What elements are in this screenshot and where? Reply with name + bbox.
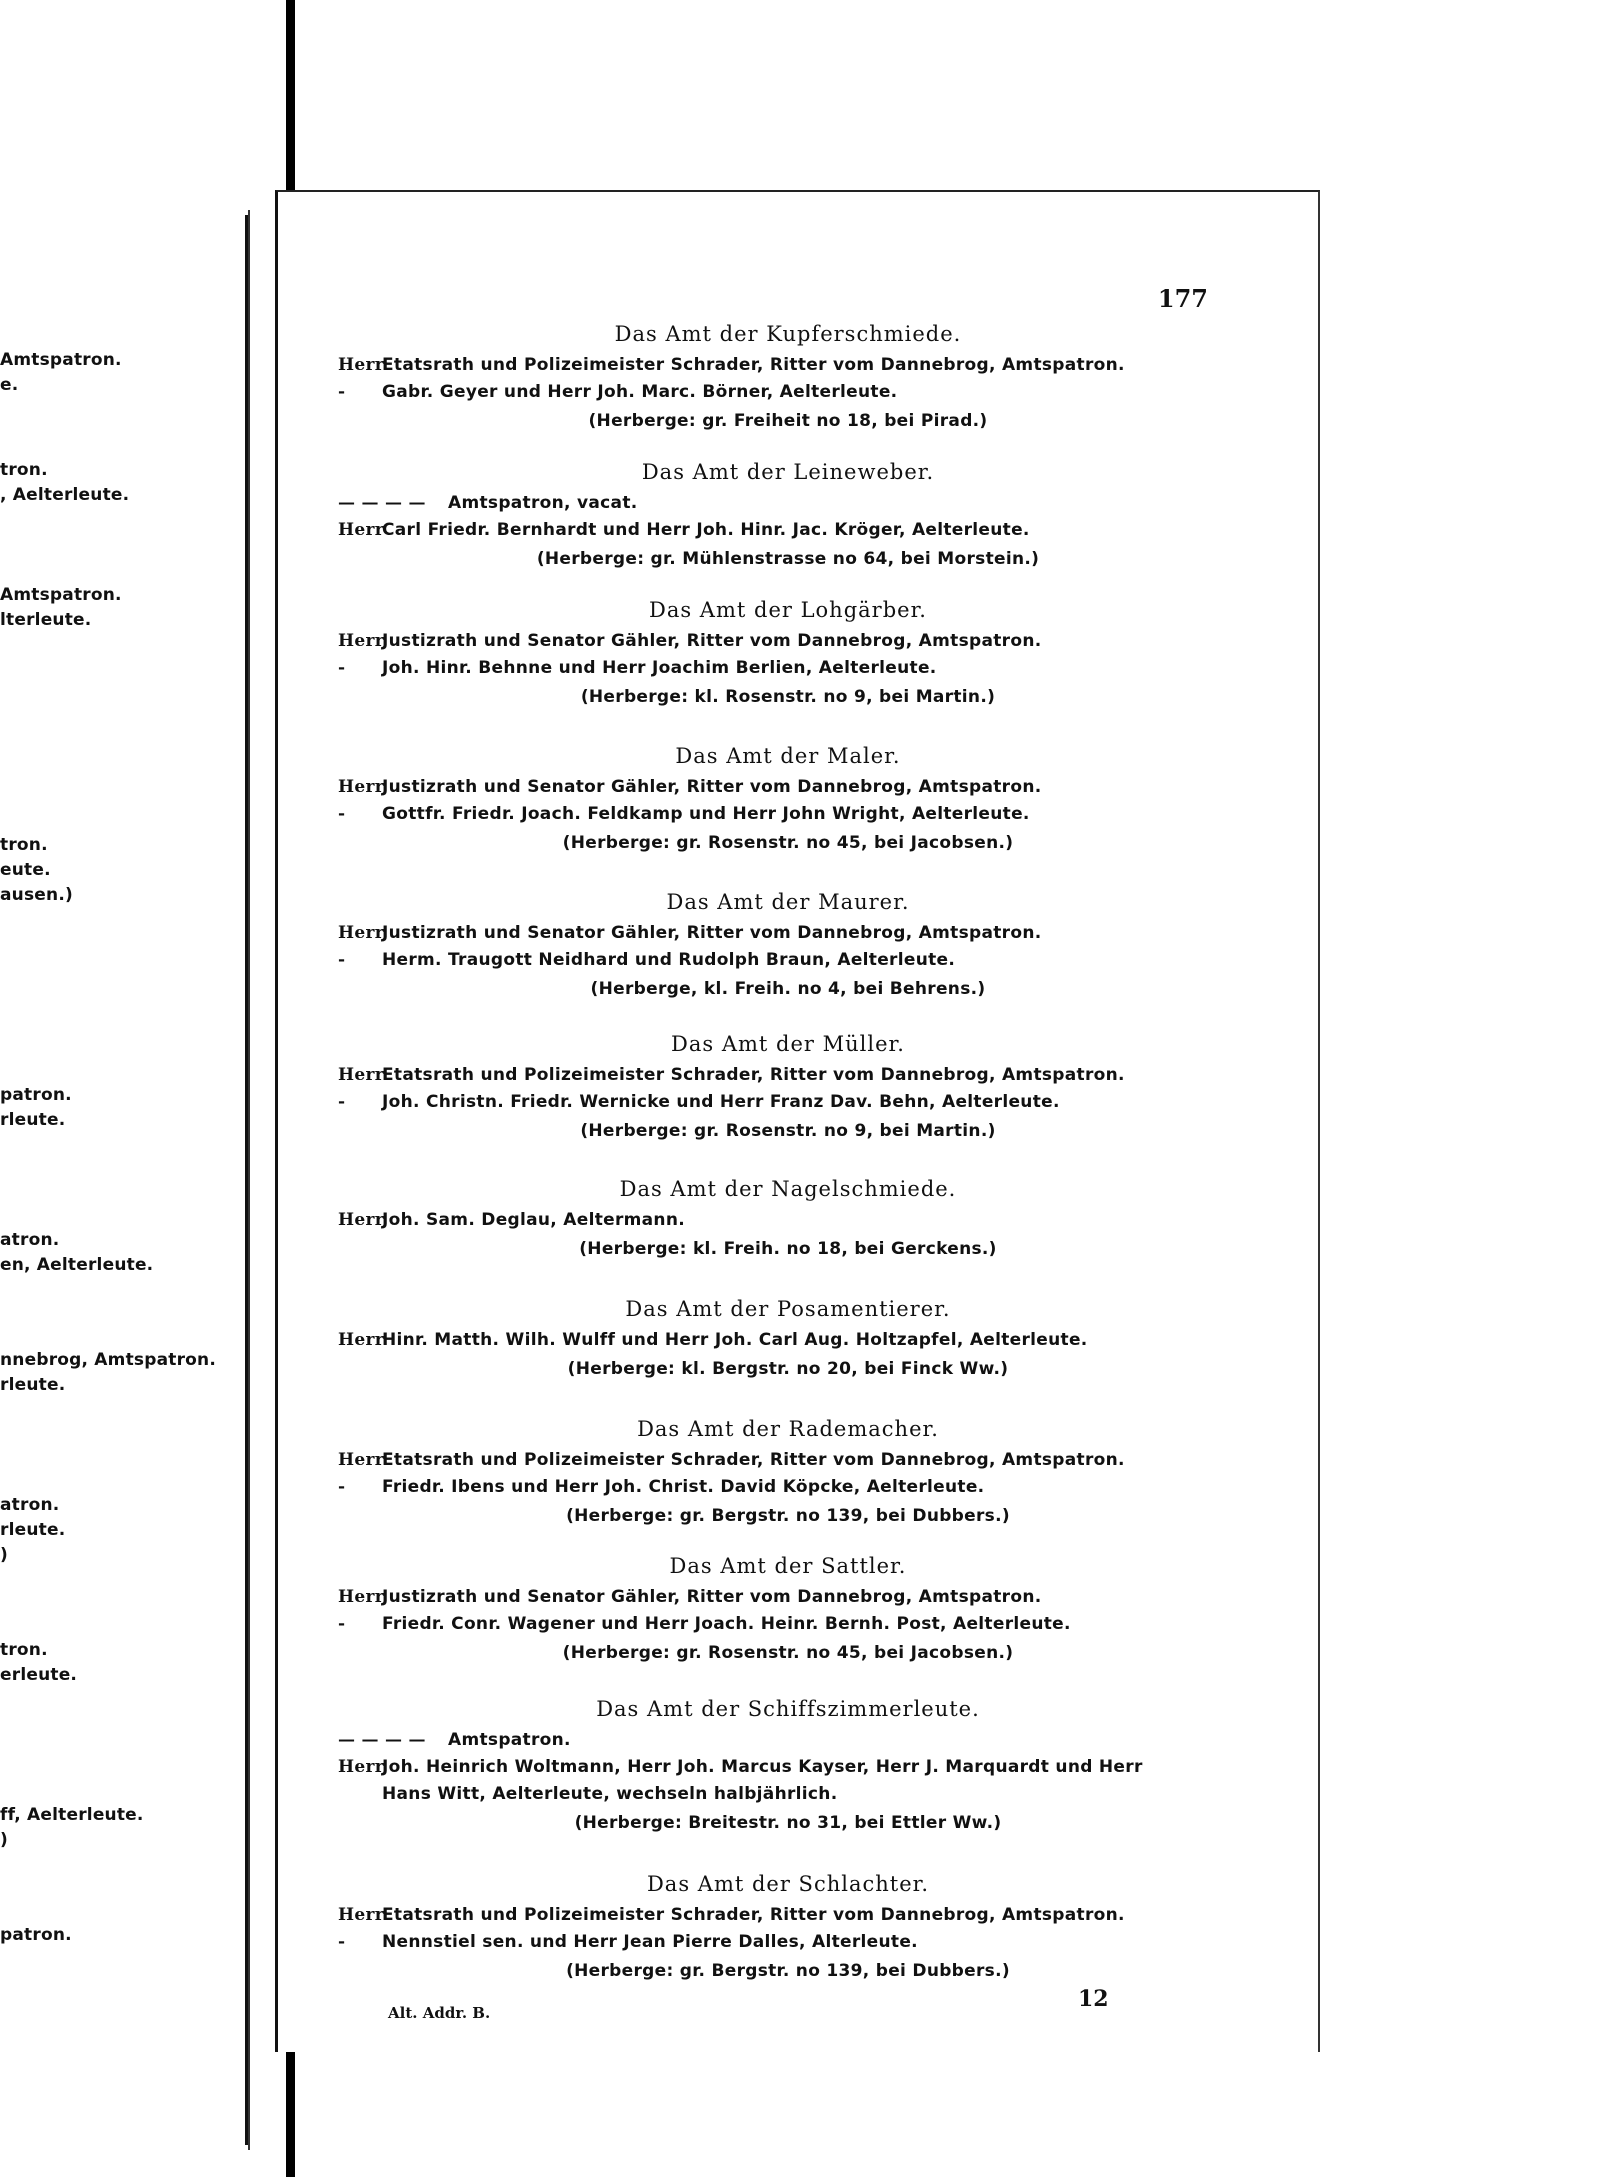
section-title: Das Amt der Müller. [671,1032,905,1056]
entry-line: HerrCarl Friedr. Bernhardt und Herr Joh. Hinr. Jac. Kröger, Aelterleute. [338,520,1030,540]
left-fragment: patron. [0,1925,72,1945]
entry-line: HerrEtatsrath und Polizeimeister Schrader, Ritter vom Dannebrog, Amtspatron. [338,1905,1125,1925]
entry-line: HerrJustizrath und Senator Gähler, Ritter vom Dannebrog, Amtspatron. [338,923,1042,943]
section-title: Das Amt der Kupferschmiede. [614,322,962,346]
left-fragment: nnebrog, Amtspatron. [0,1350,217,1370]
left-fragment: ausen.) [0,885,73,905]
entry-line: HerrJustizrath und Senator Gähler, Ritter vom Dannebrog, Amtspatron. [338,1587,1042,1607]
entry-line: HerrJoh. Heinrich Woltmann, Herr Joh. Marcus Kayser, Herr J. Marquardt und Herr [338,1757,1143,1777]
entry-line: - Gabr. Geyer und Herr Joh. Marc. Börner, Aelterleute. [338,382,898,402]
left-fragment: ) [0,1830,8,1850]
entry-line: - Joh. Hinr. Behnne und Herr Joachim Berlien, Aelterleute. [338,658,937,678]
left-fragment: tron. [0,1640,48,1660]
entry-line: — — — — Amtspatron. [338,1730,571,1750]
guild-section [338,322,1238,436]
left-fragment: Amtspatron. [0,350,122,370]
guild-section [338,1177,1238,1264]
section-title: Das Amt der Maler. [675,744,901,768]
left-fragment: en, Aelterleute. [0,1255,154,1275]
left-page-fragment [0,215,248,2145]
left-fragment: ) [0,1545,8,1565]
left-fragment: , Aelterleute. [0,485,130,505]
herberge-line: (Herberge: gr. Rosenstr. no 9, bei Martin.) [580,1121,996,1141]
section-title: Das Amt der Rademacher. [637,1417,939,1441]
section-title: Das Amt der Leineweber. [641,460,935,484]
left-fragment: rleute. [0,1375,66,1395]
left-fragment: e. [0,375,19,395]
left-fragment: tron. [0,460,48,480]
entry-line: - Joh. Christn. Friedr. Wernicke und Herr Franz Dav. Behn, Aelterleute. [338,1092,1060,1112]
herberge-line: (Herberge: kl. Rosenstr. no 9, bei Martin.) [580,687,996,707]
guild-section [338,598,1238,712]
left-fragment: patron. [0,1085,72,1105]
herberge-line: (Herberge: gr. Rosenstr. no 45, bei Jacobsen.) [562,833,1014,853]
guild-section [338,744,1238,858]
herberge-line: (Herberge: gr. Bergstr. no 139, bei Dubbers.) [566,1506,1010,1526]
herberge-line: (Herberge: gr. Rosenstr. no 45, bei Jacobsen.) [562,1643,1014,1663]
document-page [275,190,1320,2052]
left-fragment: tron. [0,835,48,855]
section-title: Das Amt der Maurer. [666,890,910,914]
left-fragment: eute. [0,860,51,880]
entry-line: - Friedr. Conr. Wagener und Herr Joach. Heinr. Bernh. Post, Aelterleute. [338,1614,1071,1634]
section-title: Das Amt der Sattler. [669,1554,907,1578]
guild-section [338,1872,1238,1986]
entry-line: HerrJustizrath und Senator Gähler, Ritter vom Dannebrog, Amtspatron. [338,777,1042,797]
guild-section [338,890,1238,1004]
herberge-line: (Herberge, kl. Freih. no 4, bei Behrens.) [590,979,986,999]
left-fragment: rleute. [0,1520,66,1540]
herberge-line: (Herberge: gr. Mühlenstrasse no 64, bei Morstein.) [536,549,1040,569]
herberge-line: (Herberge: kl. Freih. no 18, bei Gerckens.) [579,1239,997,1259]
guild-section [338,1417,1238,1531]
gathering-number: 12 [1078,1986,1109,2012]
entry-line: HerrHinr. Matth. Wilh. Wulff und Herr Joh. Carl Aug. Holtzapfel, Aelterleute. [338,1330,1088,1350]
entry-line: HerrJoh. Sam. Deglau, Aeltermann. [338,1210,685,1230]
entry-line: - Herm. Traugott Neidhard und Rudolph Braun, Aelterleute. [338,950,956,970]
left-fragment: atron. [0,1495,60,1515]
section-title: Das Amt der Schiffszimmerleute. [596,1697,980,1721]
left-fragment: rleute. [0,1110,66,1130]
left-fragment: ff, Aelterleute. [0,1805,144,1825]
section-title: Das Amt der Nagelschmiede. [619,1177,957,1201]
entry-line: Hans Witt, Aelterleute, wechseln halbjährlich. [382,1784,838,1804]
herberge-line: (Herberge: gr. Freiheit no 18, bei Pirad.) [588,411,988,431]
entry-line: HerrEtatsrath und Polizeimeister Schrader, Ritter vom Dannebrog, Amtspatron. [338,355,1125,375]
entry-line: HerrJustizrath und Senator Gähler, Ritter vom Dannebrog, Amtspatron. [338,631,1042,651]
entry-line: — — — — Amtspatron, vacat. [338,493,638,513]
left-fragment: lterleute. [0,610,92,630]
entry-line: - Friedr. Ibens und Herr Joh. Christ. David Köpcke, Aelterleute. [338,1477,985,1497]
page-number: 177 [1157,284,1208,313]
signature-mark: Alt. Addr. B. [388,2004,491,2022]
herberge-line: (Herberge: Breitestr. no 31, bei Ettler Ww.) [574,1813,1002,1833]
guild-section [338,460,1238,574]
section-title: Das Amt der Lohgärber. [649,598,927,622]
entry-line: - Gottfr. Friedr. Joach. Feldkamp und Herr John Wright, Aelterleute. [338,804,1030,824]
guild-section [338,1697,1238,1838]
entry-line: HerrEtatsrath und Polizeimeister Schrader, Ritter vom Dannebrog, Amtspatron. [338,1065,1125,1085]
entry-line: - Nennstiel sen. und Herr Jean Pierre Dalles, Alterleute. [338,1932,918,1952]
herberge-line: (Herberge: kl. Bergstr. no 20, bei Finck Ww.) [567,1359,1009,1379]
guild-section [338,1032,1238,1146]
guild-section [338,1297,1238,1384]
entry-line: HerrEtatsrath und Polizeimeister Schrader, Ritter vom Dannebrog, Amtspatron. [338,1450,1125,1470]
guild-section [338,1554,1238,1668]
herberge-line: (Herberge: gr. Bergstr. no 139, bei Dubbers.) [566,1961,1010,1981]
left-fragment: atron. [0,1230,60,1250]
left-fragment: erleute. [0,1665,78,1685]
left-fragment: Amtspatron. [0,585,122,605]
section-title: Das Amt der Posamentierer. [625,1297,951,1321]
section-title: Das Amt der Schlachter. [646,1872,930,1896]
